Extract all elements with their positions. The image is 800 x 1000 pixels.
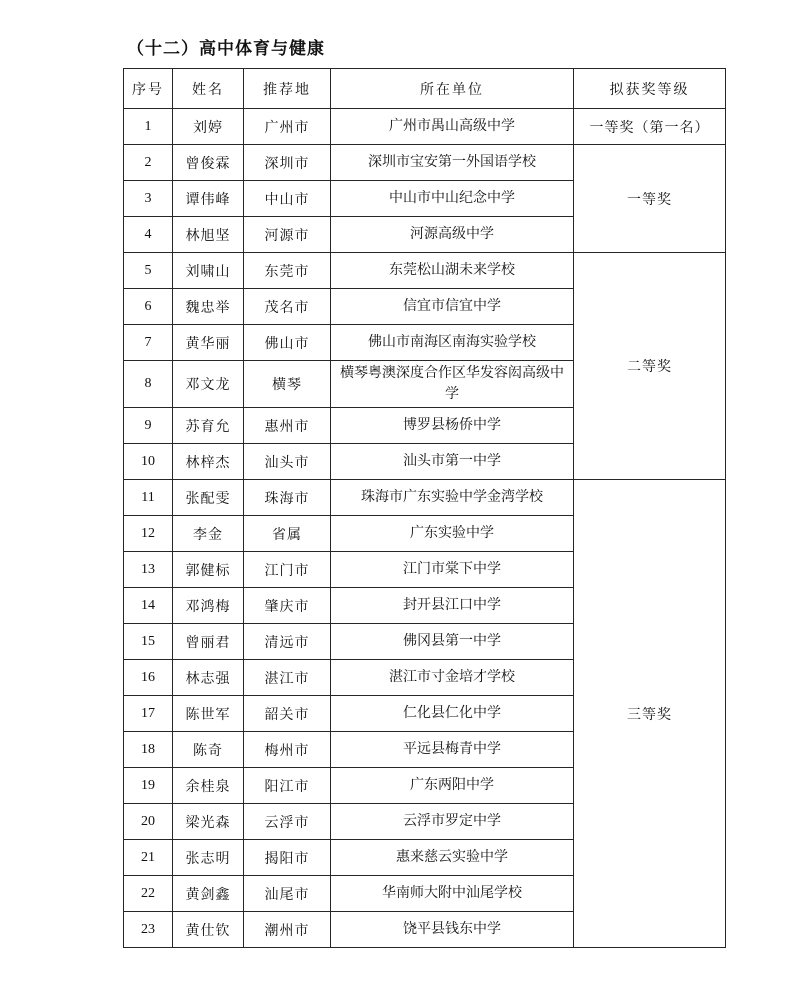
row-number-cell: 5 (124, 253, 173, 289)
name-cell: 余桂泉 (173, 768, 244, 804)
page-title: （十二）高中体育与健康 (127, 39, 325, 58)
row-number-cell: 7 (124, 325, 173, 361)
school-cell: 云浮市罗定中学 (331, 804, 574, 840)
school-cell: 广东实验中学 (331, 516, 574, 552)
name-cell: 曾俊霖 (173, 145, 244, 181)
place-cell: 江门市 (244, 552, 331, 588)
name-cell: 郭健标 (173, 552, 244, 588)
row-number-cell: 22 (124, 876, 173, 912)
school-cell: 博罗县杨侨中学 (331, 408, 574, 444)
school-cell: 惠来慈云实验中学 (331, 840, 574, 876)
table-row (124, 109, 726, 145)
name-cell: 林旭坚 (173, 217, 244, 253)
name-cell: 李金 (173, 516, 244, 552)
school-cell: 东莞松山湖未来学校 (331, 253, 574, 289)
place-cell: 汕头市 (244, 444, 331, 480)
table-header-row (124, 69, 726, 109)
name-cell: 张志明 (173, 840, 244, 876)
school-cell: 信宜市信宜中学 (331, 289, 574, 325)
place-cell: 惠州市 (244, 408, 331, 444)
school-cell: 广东两阳中学 (331, 768, 574, 804)
name-cell: 黄仕钦 (173, 912, 244, 948)
name-cell: 邓文龙 (173, 361, 244, 408)
row-number-cell: 20 (124, 804, 173, 840)
school-cell: 仁化县仁化中学 (331, 696, 574, 732)
place-cell: 潮州市 (244, 912, 331, 948)
header-cell-0: 序号 (124, 69, 173, 109)
place-cell: 广州市 (244, 109, 331, 145)
name-cell: 梁光森 (173, 804, 244, 840)
name-cell: 邓鸿梅 (173, 588, 244, 624)
school-cell: 佛冈县第一中学 (331, 624, 574, 660)
name-cell: 黄华丽 (173, 325, 244, 361)
row-number-cell: 14 (124, 588, 173, 624)
school-cell: 珠海市广东实验中学金湾学校 (331, 480, 574, 516)
school-cell: 河源高级中学 (331, 217, 574, 253)
place-cell: 清远市 (244, 624, 331, 660)
place-cell: 梅州市 (244, 732, 331, 768)
name-cell: 魏忠举 (173, 289, 244, 325)
place-cell: 省属 (244, 516, 331, 552)
place-cell: 横琴 (244, 361, 331, 408)
place-cell: 东莞市 (244, 253, 331, 289)
table-row (124, 480, 726, 516)
school-cell: 横琴粤澳深度合作区华发容闳高级中学 (331, 361, 574, 408)
award-cell: 二等奖 (574, 253, 726, 480)
row-number-cell: 17 (124, 696, 173, 732)
name-cell: 谭伟峰 (173, 181, 244, 217)
place-cell: 阳江市 (244, 768, 331, 804)
school-cell: 广州市禺山高级中学 (331, 109, 574, 145)
header-cell-1: 姓名 (173, 69, 244, 109)
award-cell: 一等奖（第一名） (574, 109, 726, 145)
row-number-cell: 1 (124, 109, 173, 145)
name-cell: 张配雯 (173, 480, 244, 516)
place-cell: 深圳市 (244, 145, 331, 181)
table-row (124, 253, 726, 289)
name-cell: 林志强 (173, 660, 244, 696)
place-cell: 汕尾市 (244, 876, 331, 912)
row-number-cell: 18 (124, 732, 173, 768)
row-number-cell: 2 (124, 145, 173, 181)
header-cell-3: 所在单位 (331, 69, 574, 109)
row-number-cell: 19 (124, 768, 173, 804)
row-number-cell: 15 (124, 624, 173, 660)
place-cell: 珠海市 (244, 480, 331, 516)
row-number-cell: 13 (124, 552, 173, 588)
name-cell: 苏育允 (173, 408, 244, 444)
school-cell: 湛江市寸金培才学校 (331, 660, 574, 696)
row-number-cell: 21 (124, 840, 173, 876)
school-cell: 佛山市南海区南海实验学校 (331, 325, 574, 361)
name-cell: 陈世军 (173, 696, 244, 732)
school-cell: 深圳市宝安第一外国语学校 (331, 145, 574, 181)
row-number-cell: 11 (124, 480, 173, 516)
name-cell: 曾丽君 (173, 624, 244, 660)
row-number-cell: 10 (124, 444, 173, 480)
awards-table (123, 68, 726, 948)
row-number-cell: 8 (124, 361, 173, 408)
award-cell: 一等奖 (574, 145, 726, 253)
place-cell: 湛江市 (244, 660, 331, 696)
row-number-cell: 9 (124, 408, 173, 444)
school-cell: 封开县江口中学 (331, 588, 574, 624)
header-cell-2: 推荐地 (244, 69, 331, 109)
name-cell: 林梓杰 (173, 444, 244, 480)
award-cell: 三等奖 (574, 480, 726, 948)
school-cell: 华南师大附中汕尾学校 (331, 876, 574, 912)
row-number-cell: 3 (124, 181, 173, 217)
school-cell: 江门市棠下中学 (331, 552, 574, 588)
row-number-cell: 4 (124, 217, 173, 253)
school-cell: 汕头市第一中学 (331, 444, 574, 480)
school-cell: 饶平县钱东中学 (331, 912, 574, 948)
place-cell: 揭阳市 (244, 840, 331, 876)
place-cell: 云浮市 (244, 804, 331, 840)
row-number-cell: 16 (124, 660, 173, 696)
header-cell-4: 拟获奖等级 (574, 69, 726, 109)
place-cell: 茂名市 (244, 289, 331, 325)
row-number-cell: 23 (124, 912, 173, 948)
school-cell: 中山市中山纪念中学 (331, 181, 574, 217)
name-cell: 黄剑鑫 (173, 876, 244, 912)
place-cell: 中山市 (244, 181, 331, 217)
school-cell: 平远县梅青中学 (331, 732, 574, 768)
name-cell: 陈奇 (173, 732, 244, 768)
place-cell: 韶关市 (244, 696, 331, 732)
place-cell: 河源市 (244, 217, 331, 253)
row-number-cell: 6 (124, 289, 173, 325)
row-number-cell: 12 (124, 516, 173, 552)
place-cell: 佛山市 (244, 325, 331, 361)
table-row (124, 145, 726, 181)
place-cell: 肇庆市 (244, 588, 331, 624)
name-cell: 刘婷 (173, 109, 244, 145)
name-cell: 刘啸山 (173, 253, 244, 289)
